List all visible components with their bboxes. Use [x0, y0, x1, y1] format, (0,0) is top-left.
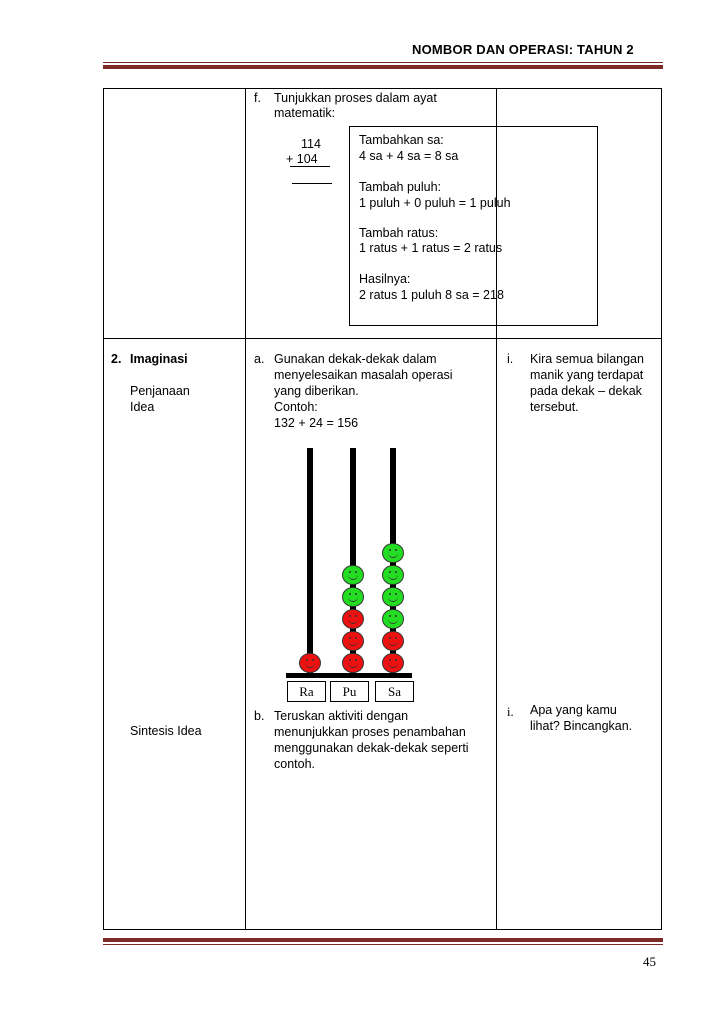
- item-b-text-1: Teruskan aktiviti dengan: [274, 709, 409, 723]
- item-b-text-4: contoh.: [274, 757, 316, 771]
- sum-underline-2: [292, 183, 332, 184]
- abacus-base: [286, 673, 412, 678]
- item-b-text-2: menunjukkan proses penambahan: [274, 725, 466, 739]
- process-box-line-7: Hasilnya:: [359, 272, 411, 286]
- footer-rule-thin: [103, 944, 663, 945]
- abacus-label-puluh: Pu: [330, 681, 369, 702]
- process-box-line-8: 2 ratus 1 puluh 8 sa = 218: [359, 288, 504, 302]
- item-a-text-2: menyelesaikan masalah operasi: [274, 368, 453, 382]
- abacus-bead-sa-green: [382, 587, 404, 607]
- column-divider-1: [245, 88, 246, 930]
- process-box-line-2: 4 sa + 4 sa = 8 sa: [359, 149, 459, 163]
- question-2-marker: i.: [507, 705, 514, 719]
- item-a-text-4: Contoh:: [274, 400, 318, 414]
- sum-top-number: 114: [301, 137, 321, 151]
- abacus-bead-puluh-green: [342, 565, 364, 585]
- abacus-bead-sa-red: [382, 631, 404, 651]
- question-1-text-4: tersebut.: [530, 400, 579, 414]
- page-number: 45: [643, 954, 656, 969]
- question-2-text-1: Apa yang kamu: [530, 703, 617, 717]
- process-box-line-3: Tambah puluh:: [359, 180, 442, 194]
- sum-underline-1: [290, 166, 330, 167]
- row-divider: [103, 338, 662, 339]
- abacus-bead-puluh-red: [342, 653, 364, 673]
- question-2-text-2: lihat? Bincangkan.: [530, 719, 633, 733]
- subheading-sintesis: Sintesis Idea: [130, 724, 202, 738]
- abacus-bead-sa-green: [382, 543, 404, 563]
- process-box-line-1: Tambahkan sa:: [359, 133, 444, 147]
- abacus-bead-puluh-red: [342, 631, 364, 651]
- item-f-text-2: matematik:: [274, 106, 336, 120]
- abacus-bead-sa-green: [382, 609, 404, 629]
- subheading-idea: Idea: [130, 400, 155, 414]
- abacus-bead-puluh-red: [342, 609, 364, 629]
- abacus-bead-sa-red: [382, 653, 404, 673]
- abacus-label-sa: Sa: [375, 681, 414, 702]
- abacus-label-ratus: Ra: [287, 681, 326, 702]
- subheading-penjanaan: Penjanaan: [130, 384, 190, 398]
- item-f-marker: f.: [254, 91, 261, 105]
- abacus-bead-puluh-green: [342, 587, 364, 607]
- item-a-text-3: yang diberikan.: [274, 384, 359, 398]
- process-box-line-4: 1 puluh + 0 puluh = 1 puluh: [359, 196, 511, 210]
- section-heading: Imaginasi: [130, 352, 188, 366]
- process-box-line-6: 1 ratus + 1 ratus = 2 ratus: [359, 241, 503, 255]
- abacus-bead-sa-green: [382, 565, 404, 585]
- item-a-marker: a.: [254, 352, 265, 366]
- abacus-rod-ratus: [307, 448, 313, 675]
- question-1-text-3: pada dekak – dekak: [530, 384, 642, 398]
- question-1-text-2: manik yang terdapat: [530, 368, 644, 382]
- item-b-text-3: menggunakan dekak-dekak seperti: [274, 741, 469, 755]
- process-box-line-5: Tambah ratus:: [359, 226, 439, 240]
- question-1-marker: i.: [507, 352, 514, 366]
- item-b-marker: b.: [254, 709, 265, 723]
- item-a-text-1: Gunakan dekak-dekak dalam: [274, 352, 437, 366]
- footer-rule-thick: [103, 938, 663, 942]
- page-header-title: NOMBOR DAN OPERASI: TAHUN 2: [412, 42, 634, 57]
- abacus-bead-ratus-red: [299, 653, 321, 673]
- header-rule-thick: [103, 65, 663, 69]
- question-1-text-1: Kira semua bilangan: [530, 352, 644, 366]
- item-a-example: 132 + 24 = 156: [274, 416, 359, 430]
- item-f-text-1: Tunjukkan proses dalam ayat: [274, 91, 437, 105]
- section-number: 2.: [111, 352, 122, 366]
- sum-bottom-number: + 104: [286, 152, 318, 166]
- header-rule-thin: [103, 62, 663, 63]
